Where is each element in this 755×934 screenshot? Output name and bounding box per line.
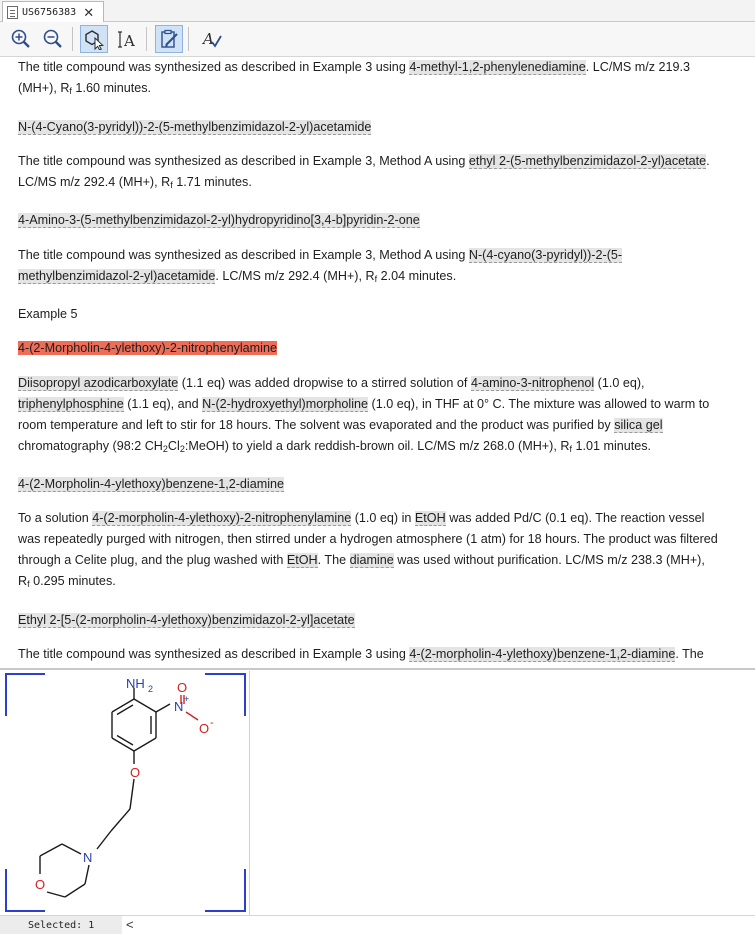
zoom-in-icon xyxy=(10,28,32,50)
zoom-out-button[interactable] xyxy=(39,25,67,53)
selected-compound-link[interactable]: 4-(2-Morpholin-4-ylethoxy)-2-nitrophenylamine xyxy=(18,341,277,355)
structure-drawing xyxy=(3,671,250,915)
compound-link[interactable]: N-(4-cyano(3-pyridyl))-2-(5- xyxy=(468,248,623,262)
compound-link[interactable]: EtOH xyxy=(286,553,318,567)
ethoxy-chain xyxy=(97,751,134,849)
compound-heading xyxy=(18,610,355,631)
compound-link[interactable]: 4-(2-morpholin-4-ylethoxy)benzene-1,2-diamine xyxy=(409,647,676,661)
ether-o-label: O xyxy=(130,765,141,780)
paragraph-line: room temperature and left to stir for 18 hours. The solvent was evaporated and the product was purified by silica gel xyxy=(18,418,663,432)
compound-heading xyxy=(18,117,371,138)
document-text xyxy=(18,57,751,668)
compound-link[interactable]: diamine xyxy=(349,553,394,567)
paragraph-line: Diisopropyl azodicarboxylate (1.1 eq) was added dropwise to a stirred solution of 4-amino-3-nitrophenol (1.0 eq), xyxy=(18,376,645,390)
structure-select-icon xyxy=(83,28,105,50)
toolbar-separator xyxy=(72,27,73,51)
paragraph-line: The title compound was synthesized as described in Example 3 using 4-methyl-1,2-phenylenediamine. LC/MS m/z 219.3 xyxy=(18,60,691,74)
compound-heading-selected xyxy=(18,338,277,359)
selection-status: Selected: 1 xyxy=(0,916,122,934)
ethoxy-chain xyxy=(130,779,134,809)
close-icon[interactable]: ✕ xyxy=(83,4,95,20)
scroll-left-arrow[interactable]: < xyxy=(126,917,134,932)
tab-label: US6756383 xyxy=(22,6,77,18)
compound-link[interactable]: 4-amino-3-nitrophenol xyxy=(470,376,595,390)
compound-link[interactable]: 4-Amino-3-(5-methylbenzimidazol-2-yl)hydropyridino[3,4-b]pyridin-2-one xyxy=(18,213,420,227)
compound-link[interactable]: 4-(2-morpholin-4-ylethoxy)-2-nitrophenylamine xyxy=(92,511,352,525)
compound-link[interactable]: N-(2-hydroxyethyl)morpholine xyxy=(202,397,369,411)
spellcheck-button[interactable] xyxy=(198,25,226,53)
clipboard-edit-icon xyxy=(158,28,180,50)
status-bar xyxy=(0,915,755,934)
select-text-button[interactable] xyxy=(113,25,141,53)
svg-text:A: A xyxy=(203,30,214,48)
paragraph-line: methylbenzimidazol-2-yl)acetamide. LC/MS m/z 292.4 (MH+), $R_f$ 2.04 minutes. xyxy=(18,269,457,284)
compound-heading xyxy=(18,210,420,231)
morpholine-n-label: N xyxy=(83,850,93,865)
tab-strip xyxy=(0,0,755,22)
compound-link[interactable]: silica gel xyxy=(614,418,663,432)
paragraph-line: chromatography (98:2 $CH_2Cl_2:MeOH$) to yield a dark reddish-brown oil. LC/MS m/z 268.0 (MH+), $R_f$ 1.01 minutes. xyxy=(18,439,652,454)
oxide-charge: - xyxy=(210,717,214,729)
zoom-out-icon xyxy=(42,28,64,50)
compound-link[interactable]: triphenylphosphine xyxy=(18,397,124,411)
structure-panel[interactable] xyxy=(3,671,250,915)
compound-link[interactable]: ethyl 2-(5-methylbenzimidazol-2-yl)acetate xyxy=(468,154,707,168)
compound-link[interactable]: Ethyl 2-[5-(2-morpholin-4-ylethoxy)benzimidazol-2-yl]acetate xyxy=(18,613,355,627)
text-select-icon xyxy=(116,28,138,50)
paragraph-line: The title compound was synthesized as described in Example 3, Method A using N-(4-cyano(3-pyridyl))-2-(5- xyxy=(18,248,623,262)
amine-subscript: 2 xyxy=(148,684,154,694)
morpholine-ring xyxy=(40,844,89,897)
select-structure-button[interactable] xyxy=(80,25,108,53)
paragraph-line: The title compound was synthesized as described in Example 3, Method A using ethyl 2-(5-methylbenzimidazol-2-yl)acetate. xyxy=(18,154,710,168)
compound-link[interactable]: EtOH xyxy=(414,511,446,525)
nitro-n-label: N xyxy=(174,699,184,714)
compound-link[interactable]: 4-methyl-1,2-phenylenediamine xyxy=(409,60,586,74)
compound-link[interactable]: N-(4-Cyano(3-pyridyl))-2-(5-methylbenzimidazol-2-yl)acetamide xyxy=(18,120,372,134)
zoom-in-button[interactable] xyxy=(7,25,35,53)
nitro-o-label: O xyxy=(199,721,210,736)
spellcheck-icon xyxy=(201,28,223,50)
svg-text:A: A xyxy=(124,32,135,50)
paragraph-line: triphenylphosphine (1.1 eq), and N-(2-hydroxyethyl)morpholine (1.0 eq), in THF at 0° C. The mixture was allowed to warm to xyxy=(18,397,710,411)
compound-link[interactable]: Diisopropyl azodicarboxylate xyxy=(18,376,179,390)
paragraph-line: (MH+), $R_f$ 1.60 minutes. xyxy=(18,81,152,96)
toolbar-separator xyxy=(146,27,147,51)
paragraph-line: The title compound was synthesized as described in Example 3 using 4-(2-morpholin-4-ylethoxy)benzene-1,2-diamine. The xyxy=(18,647,704,661)
amine-label: NH xyxy=(126,676,145,691)
toolbar xyxy=(0,22,755,57)
compound-heading xyxy=(18,474,284,495)
example-heading: Example 5 xyxy=(18,307,78,321)
paragraph-line: LC/MS m/z 292.4 (MH+), $R_f$ 1.71 minutes. xyxy=(18,175,252,190)
morpholine-o-label: O xyxy=(35,877,46,892)
paragraph-line: was repeatedly purged with nitrogen, then stirred under a hydrogen atmosphere (1 atm) for 18 hours. The product was filtered xyxy=(18,532,718,546)
pane-divider[interactable] xyxy=(0,668,755,670)
benzene-ring xyxy=(112,699,156,751)
compound-link[interactable]: methylbenzimidazol-2-yl)acetamide xyxy=(18,269,216,283)
toolbar-separator xyxy=(188,27,189,51)
tab-document[interactable] xyxy=(2,1,104,22)
nitro-o-label: O xyxy=(177,680,188,695)
compound-link[interactable]: 4-(2-Morpholin-4-ylethoxy)benzene-1,2-diamine xyxy=(18,477,284,491)
document-icon xyxy=(7,6,18,19)
paragraph-line: $R_f$ 0.295 minutes. xyxy=(18,574,116,589)
nitro-charge: + xyxy=(184,694,190,704)
paragraph-line: through a Celite plug, and the plug washed with EtOH. The diamine was used without purification. LC/MS m/z 238.3 (MH+), xyxy=(18,553,705,567)
paragraph-line: To a solution 4-(2-morpholin-4-ylethoxy)-2-nitrophenylamine (1.0 eq) in EtOH was added Pd/C (0.1 eq). The reaction vessel xyxy=(18,511,705,525)
edit-structure-button[interactable] xyxy=(155,25,183,53)
